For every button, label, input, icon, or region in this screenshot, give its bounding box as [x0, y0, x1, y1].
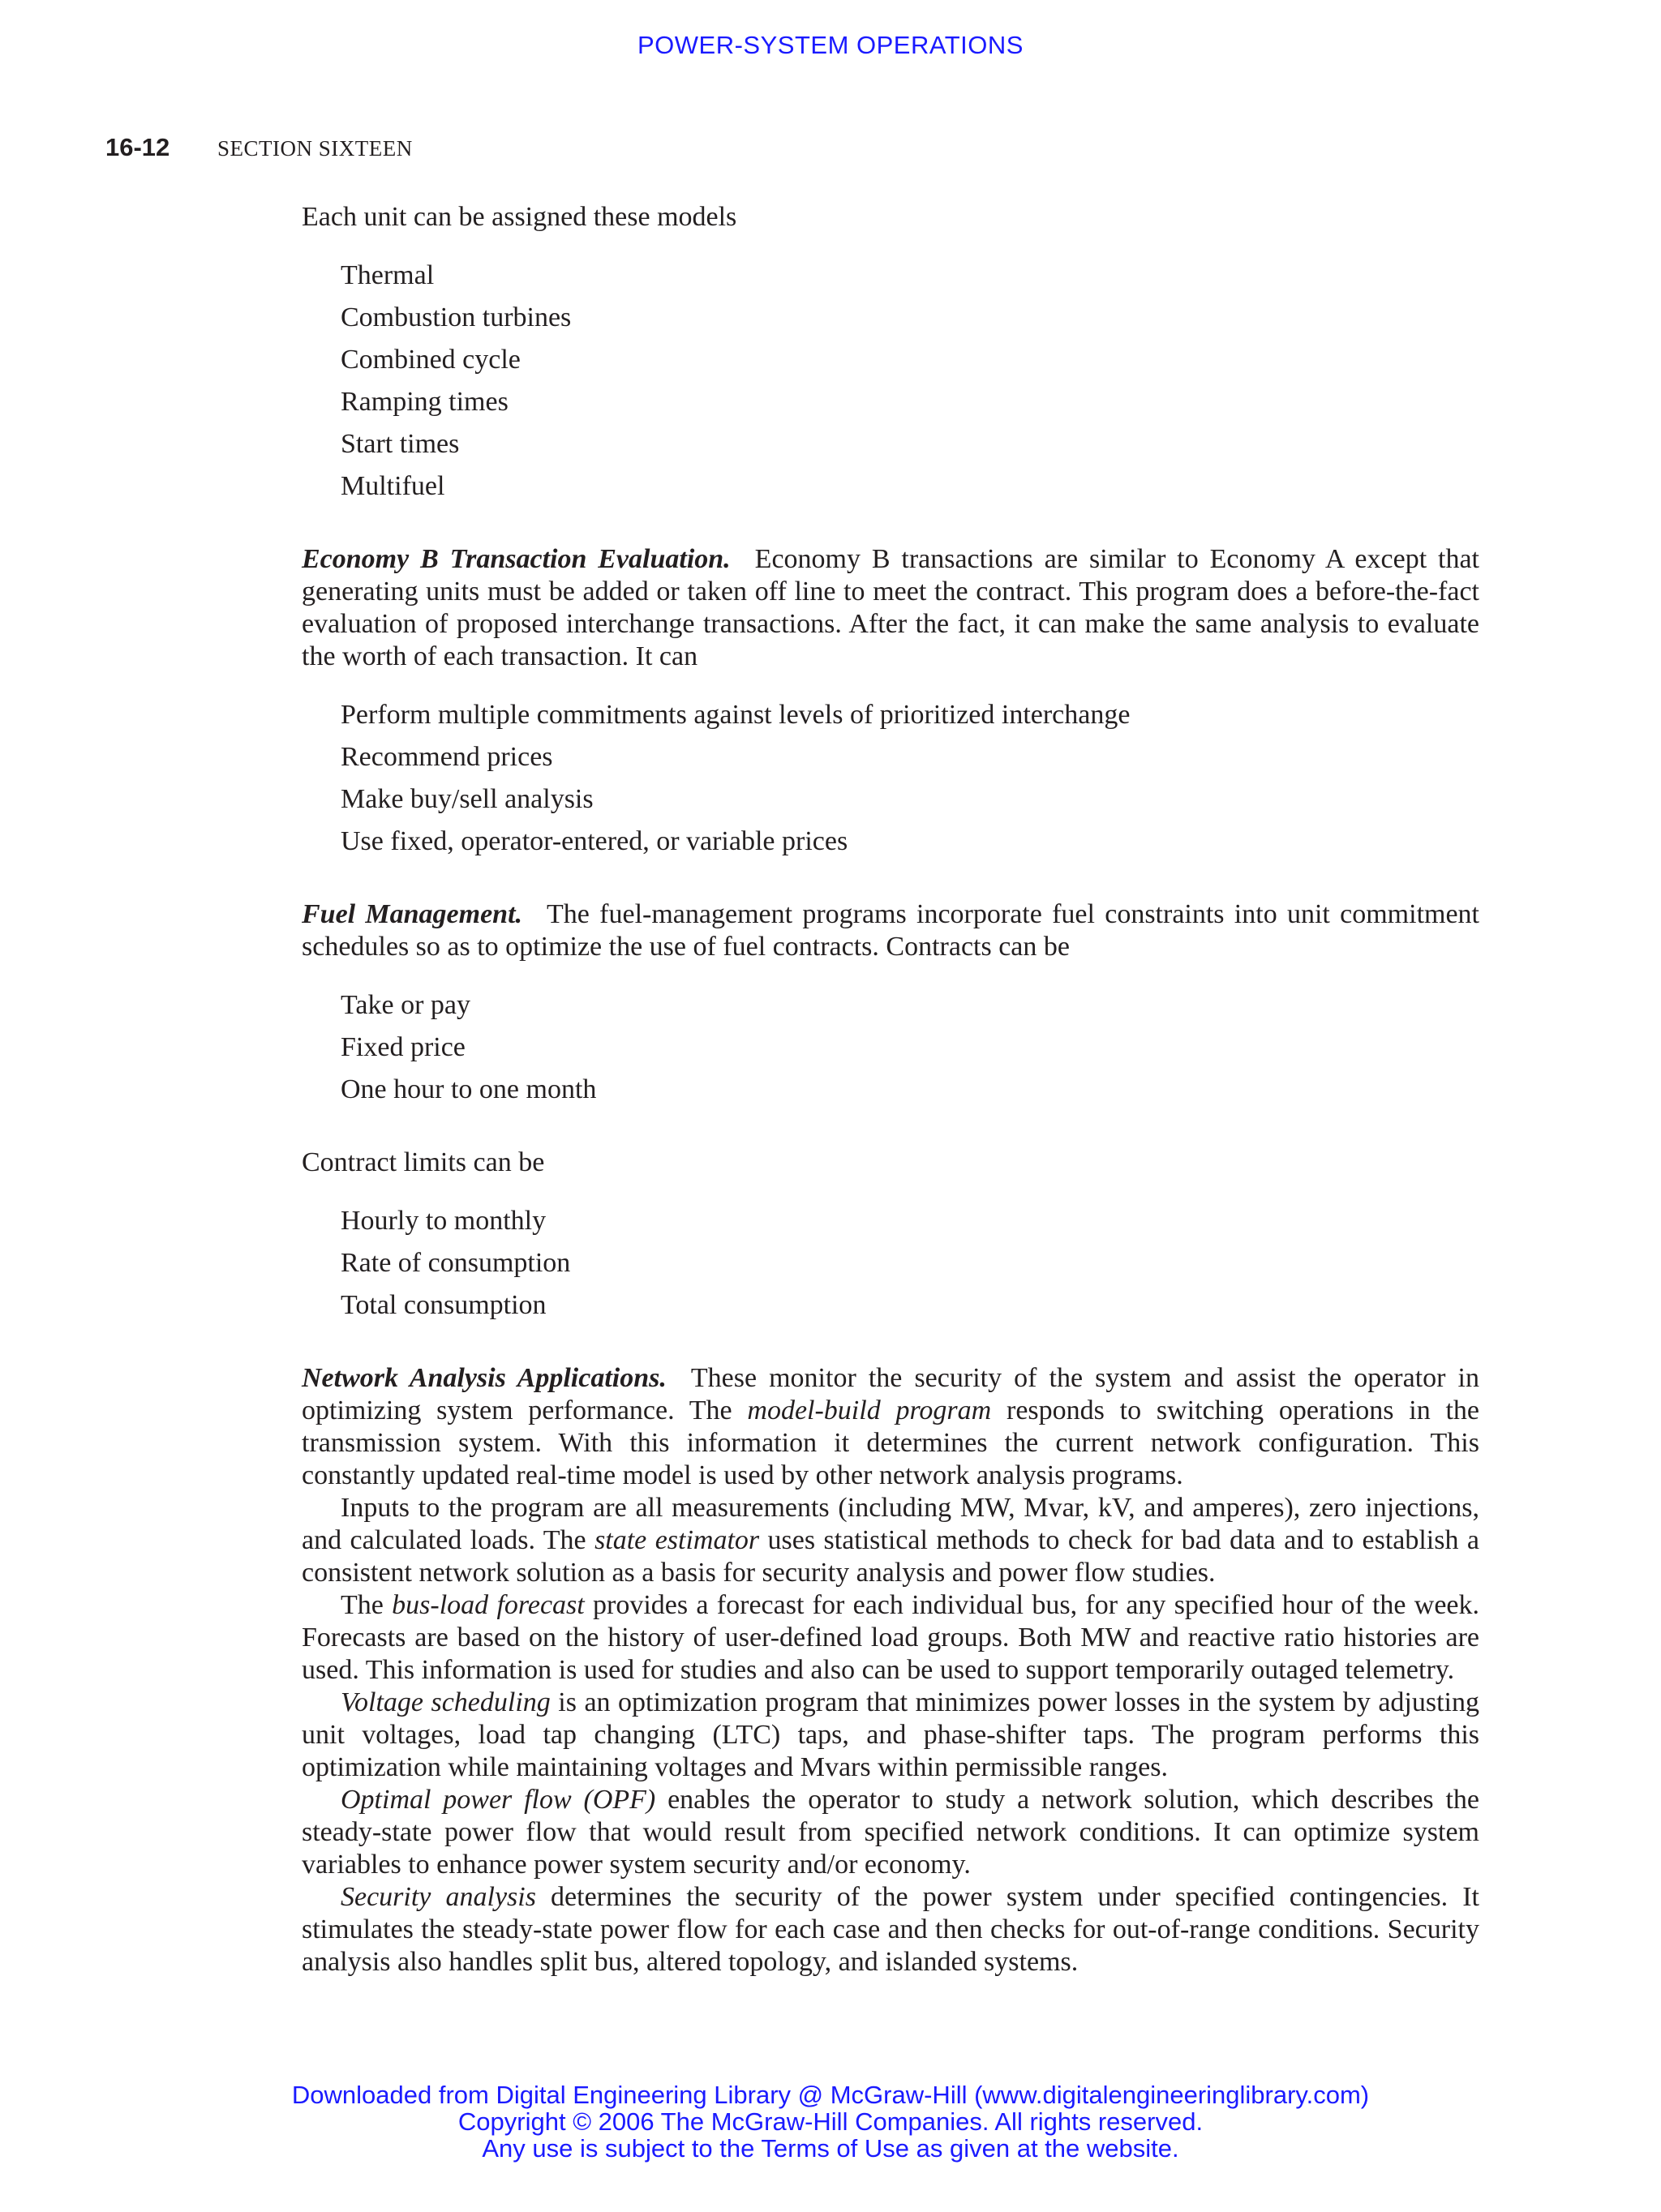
list-item: Make buy/sell analysis [341, 784, 594, 814]
term: Optimal power flow (OPF) [341, 1785, 656, 1815]
term: state estimator [594, 1525, 760, 1555]
list-item: One hour to one month [341, 1074, 597, 1104]
term: Voltage scheduling [341, 1687, 551, 1717]
network-paragraph-3: The bus-load forecast provides a forecast for each individual bus, for any specified hour of the week. Forecasts are based on the history of user-defined load groups. Both MW and reactive ratio histories are used. This information is used for studies and also can be used to support temporarily outaged telemetry. [302, 1590, 1480, 1685]
term: bus-load forecast [392, 1590, 585, 1620]
models-intro: Each unit can be assigned these models [302, 202, 737, 232]
economy-b-text: Economy B transactions are similar to Economy A except that generating units must be added or taken off line to meet the contract. This program does a before-the-fact evaluation of proposed interchange transactions. After the fact, it can make the same analysis to evaluate the worth of each transaction. It can [302, 544, 1479, 671]
economy-b-heading: Economy B Transaction Evaluation. [302, 544, 731, 574]
list-item: Fixed price [341, 1032, 466, 1062]
section-label: SECTION SIXTEEN [217, 136, 413, 161]
page-number: 16-12 [105, 133, 170, 161]
footer-line-copyright: Copyright © 2006 The McGraw-Hill Companies. All rights reserved. [457, 2107, 1204, 2136]
network-paragraph-6: Security analysis determines the security of the power system under specified contingencies. It stimulates the steady-state power flow for each case and then checks for out-of-range conditions. Security analysis also handles split bus, altered topology, and islanded systems. [302, 1882, 1480, 1977]
fuel-heading: Fuel Management. [302, 899, 523, 929]
list-item: Rate of consumption [341, 1248, 571, 1278]
page-number-block [105, 133, 170, 162]
list-item: Combustion turbines [341, 302, 572, 332]
list-item: Start times [341, 429, 460, 459]
network-paragraph-5: Optimal power flow (OPF) enables the operator to study a network solution, which describes the steady-state power flow that would result from specified network conditions. It can optimize system variables to enhance power system security and/or economy. [302, 1785, 1479, 1880]
fuel-text: The fuel-management programs incorporate fuel constraints into unit commitment schedules so as to optimize the use of fuel contracts. Contracts can be [302, 899, 1480, 962]
running-banner: POWER-SYSTEM OPERATIONS [637, 31, 1024, 59]
footer-line-terms: Any use is subject to the Terms of Use as given at the website. [482, 2134, 1179, 2163]
list-item: Total consumption [341, 1290, 547, 1320]
network-paragraph-2: Inputs to the program are all measurements (including MW, Mvar, kV, and amperes), zero injections, and calculated loads. The state estimator uses statistical methods to check for bad data and to establish a consistent network solution as a basis for security analysis and power flow studies. [302, 1493, 1479, 1588]
models-list [302, 259, 1479, 512]
list-item: Combined cycle [341, 345, 521, 375]
list-item: Recommend prices [341, 742, 553, 772]
body-text [302, 201, 1479, 1978]
list-item: Ramping times [341, 387, 509, 417]
term: model-build program [747, 1395, 992, 1425]
economy-b-paragraph [302, 543, 1479, 673]
contract-limits-list [302, 1205, 1479, 1331]
list-item: Perform multiple commitments against levels of prioritized interchange [341, 700, 1131, 730]
network-heading: Network Analysis Applications. [302, 1363, 667, 1393]
economy-b-list [302, 699, 1479, 868]
list-item: Hourly to monthly [341, 1206, 547, 1236]
list-item: Thermal [341, 260, 435, 290]
limits-intro: Contract limits can be [302, 1147, 545, 1177]
footer [0, 2081, 1661, 2162]
list-item: Use fixed, operator-entered, or variable prices [341, 826, 848, 856]
network-paragraph-1: Network Analysis Applications. These monitor the security of the system and assist the operator in optimizing system performance. The model-build program responds to switching operations in the transmission system. With this information it determines the current network configuration. This constantly updated real-time model is used by other network analysis programs. [302, 1363, 1480, 1490]
footer-line-download: Downloaded from Digital Engineering Library @ McGraw-Hill (www.digitalengineeringlibrary.com) [291, 2081, 1370, 2109]
fuel-contracts-list [302, 989, 1479, 1116]
fuel-paragraph [302, 898, 1479, 963]
list-item: Multifuel [341, 471, 445, 501]
term: Security analysis [341, 1882, 536, 1912]
network-paragraph-4: Voltage scheduling is an optimization program that minimizes power losses in the system by adjusting unit voltages, load tap changing (LTC) taps, and phase-shifter taps. The program performs this optimization while maintaining voltages and Mvars within permissible ranges. [302, 1687, 1479, 1782]
list-item: Take or pay [341, 990, 470, 1020]
